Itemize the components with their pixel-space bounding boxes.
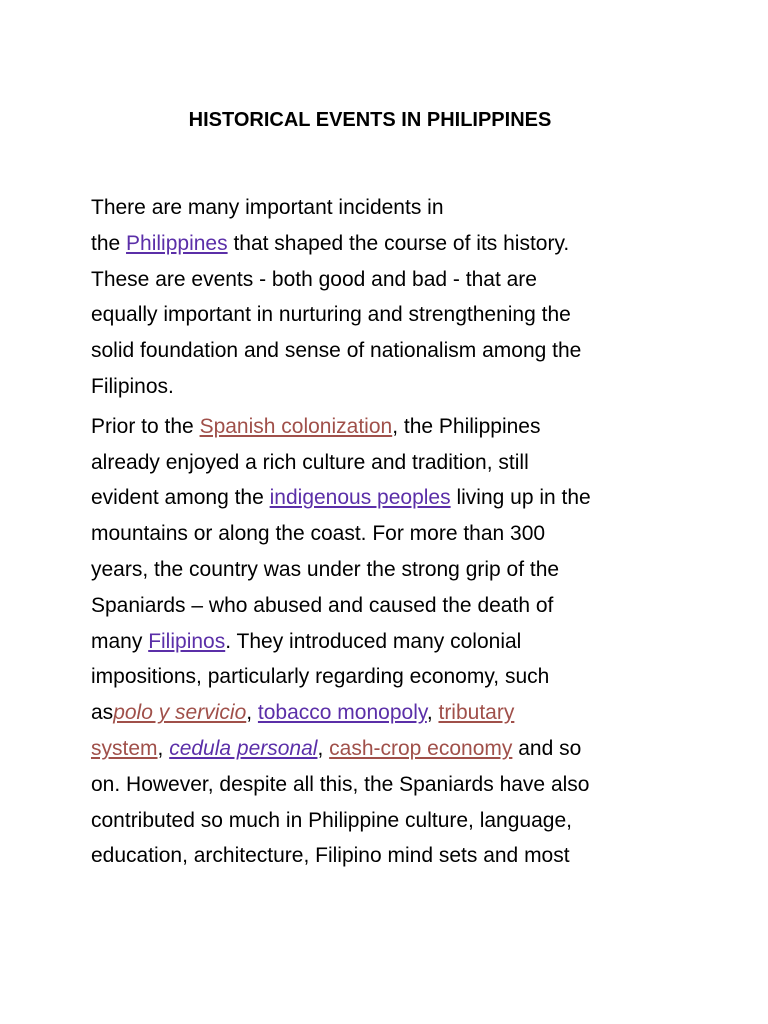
text-segment: evident among the — [91, 486, 270, 510]
link-tributary-system-continued[interactable]: system — [91, 736, 158, 760]
paragraph-colonization — [91, 409, 691, 874]
text-segment: years, the country was under the strong grip of the — [91, 557, 560, 581]
text-line — [91, 262, 691, 298]
text-line — [91, 552, 691, 588]
text-line — [91, 445, 691, 481]
link-tributary-system[interactable]: tributary — [438, 701, 515, 725]
text-line — [91, 695, 691, 731]
text-line — [91, 767, 691, 803]
text-segment: many — [91, 629, 149, 653]
text-line — [91, 226, 691, 262]
text-line — [91, 190, 691, 226]
text-segment: There are many important incidents in — [91, 196, 444, 219]
text-segment: on. However, despite all this, the Spaniards have also — [91, 772, 590, 796]
text-segment: equally important in nurturing and strengthening the — [91, 303, 571, 327]
paragraph-intro — [91, 190, 691, 405]
text-segment: the — [91, 231, 127, 255]
link-filipinos[interactable]: Filipinos — [148, 629, 226, 653]
text-segment: , — [246, 701, 258, 725]
text-segment: already enjoyed a rich culture and tradition, still — [91, 450, 529, 474]
link-cash-crop-economy[interactable]: cash-crop economy — [329, 736, 513, 760]
text-line — [91, 624, 691, 660]
text-line — [91, 731, 691, 767]
text-segment: , — [157, 736, 170, 760]
text-segment: and so — [512, 736, 582, 760]
text-segment: Spaniards – who abused and caused the death of — [91, 593, 554, 617]
text-segment: , — [317, 736, 330, 760]
text-segment: These are events - both good and bad - that are — [91, 267, 537, 291]
document-body — [91, 190, 691, 874]
text-line — [91, 369, 691, 405]
text-segment: living up in the — [450, 486, 591, 510]
text-segment: as — [91, 701, 114, 725]
text-line — [91, 659, 691, 695]
text-segment: , the Philippines — [392, 414, 541, 438]
text-line — [91, 803, 691, 839]
text-segment: Prior to the — [91, 414, 200, 438]
text-segment: contributed so much in Philippine culture, language, — [91, 808, 572, 832]
text-segment: . They introduced many colonial — [225, 629, 522, 653]
text-segment: Filipinos. — [91, 374, 174, 398]
text-line — [91, 480, 691, 516]
text-line — [91, 409, 691, 445]
document-title: HISTORICAL EVENTS IN PHILIPPINES — [188, 109, 552, 131]
text-line — [91, 333, 691, 369]
link-polo-y-servicio[interactable]: polo y servicio — [113, 701, 247, 725]
text-line — [91, 838, 691, 874]
text-line — [91, 297, 691, 333]
text-line — [91, 516, 691, 552]
link-tobacco-monopoly[interactable]: tobacco monopoly — [257, 701, 427, 725]
text-segment: mountains or along the coast. For more than 300 — [91, 522, 546, 546]
link-spanish-colonization[interactable]: Spanish colonization — [199, 414, 393, 438]
text-segment: impositions, particularly regarding economy, such — [91, 665, 550, 689]
link-philippines[interactable]: Philippines — [126, 231, 228, 255]
text-segment: solid foundation and sense of nationalism among the — [91, 339, 582, 363]
link-indigenous-peoples[interactable]: indigenous peoples — [269, 486, 451, 510]
link-cedula-personal[interactable]: cedula personal — [169, 736, 318, 760]
text-segment: , — [426, 701, 439, 725]
text-segment: that shaped the course of its history. — [227, 231, 570, 255]
text-segment: education, architecture, Filipino mind sets and most — [91, 844, 570, 868]
text-line — [91, 588, 691, 624]
